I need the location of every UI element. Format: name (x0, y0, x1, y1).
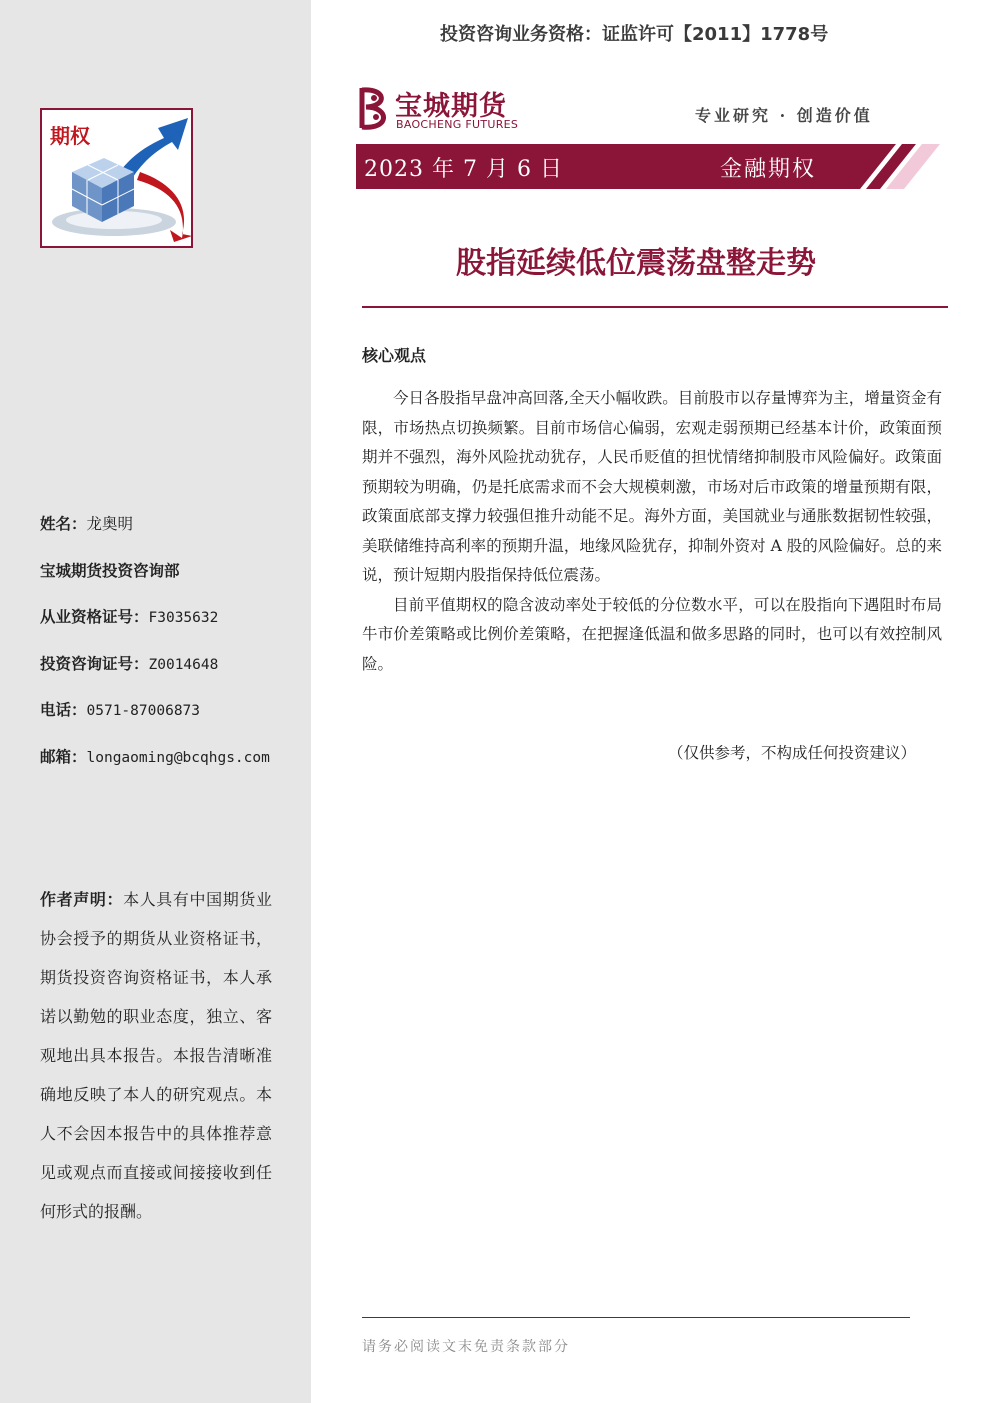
name-label: 姓名： (40, 515, 87, 533)
phone-value: 0571-87006873 (86, 703, 201, 719)
phone (40, 698, 200, 720)
statement-label: 作者声明： (40, 890, 124, 909)
footer-note: 请务必阅读文末免责条款部分 (362, 1339, 570, 1355)
cert1-label: 从业资格证号： (40, 608, 149, 626)
advisory-cert (40, 652, 218, 674)
paragraph-1: 今日各股指早盘冲高回落,全天小幅收跌。目前股市以存量博弈为主，增量资金有限，市场热点切换频繁。目前市场信心偏弱，宏观走弱预期已经基本计价，政策面预期并不强烈，海外风险扰动犹存，人民币贬值的担忧情绪抑制股市风险偏好。政策面预期较为明确，仍是托底需求而不会大规模刺激，市场对后市政策的增量预期有限，政策面底部支撑力较强但推升动能不足。海外方面，美国就业与通胀数据韧性较强，美联储维持高利率的预期升温，地缘风险犹存，抑制外资对 A 股的风险偏好。总的来说，预计短期内股指保持低位震荡。 (362, 389, 942, 584)
cert1-value: F3035632 (148, 610, 219, 626)
practice-cert (40, 605, 218, 627)
title-divider (362, 306, 948, 308)
body-text (362, 384, 942, 679)
disclaimer: （仅供参考，不构成任何投资建议） (668, 744, 917, 762)
department (40, 559, 180, 581)
report-title: 股指延续低位震荡盘整走势 (456, 246, 816, 281)
author-name (40, 512, 133, 534)
report-date: 2023 年 7 月 6 日 (364, 157, 563, 182)
phone-label: 电话： (40, 701, 87, 719)
email (40, 745, 270, 767)
brand-logo-icon (356, 86, 392, 130)
name-value: 龙奥明 (86, 515, 134, 533)
department-label: 宝城期货投资咨询部 (40, 562, 180, 580)
logo-label: 期权 (50, 124, 90, 148)
report-category: 金融期权 (720, 157, 817, 182)
brand-name-en: BAOCHENG FUTURES (396, 118, 519, 131)
brand-name-cn: 宝城期货 (395, 91, 507, 122)
footer-divider (362, 1317, 910, 1318)
author-statement (40, 880, 272, 1231)
license-text: 投资咨询业务资格：证监许可【2011】1778号 (440, 24, 829, 45)
options-logo (40, 108, 193, 248)
cert2-label: 投资咨询证号： (40, 655, 149, 673)
email-label: 邮箱： (40, 748, 87, 766)
sidebar (0, 0, 311, 1403)
brand-slogan: 专业研究 · 创造价值 (695, 106, 873, 125)
cert2-value: Z0014648 (148, 657, 219, 673)
email-value[interactable]: longaoming@bcqhgs.com (86, 750, 270, 766)
statement-text: 本人具有中国期货业协会授予的期货从业资格证书，期货投资咨询资格证书，本人承诺以勤勉的职业态度，独立、客观地出具本报告。本报告清晰准确地反映了本人的研究观点。本人不会因本报告中的具体推荐意见或观点而直接或间接接收到任何形式的报酬。 (40, 890, 272, 1221)
paragraph-2: 目前平值期权的隐含波动率处于较低的分位数水平，可以在股指向下遇阻时布局牛市价差策略或比例价差策略，在把握逢低温和做多思路的同时，也可以有效控制风险。 (362, 595, 942, 673)
section-heading: 核心观点 (362, 346, 427, 365)
